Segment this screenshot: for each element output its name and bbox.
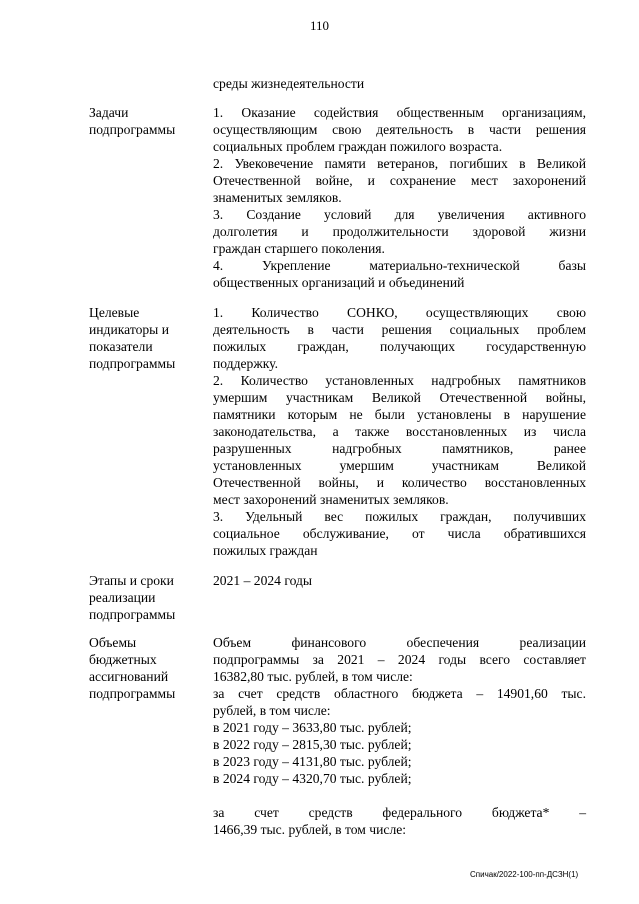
text-line: пожилых граждан, получающих государственную [213,339,586,354]
text-line: пожилых граждан [213,543,318,558]
row-label-stages [89,572,204,623]
text-line: 1. Количество СОНКО, осуществляющих свою [213,305,586,320]
text-line: 1. Оказание содействия общественным организациям, [213,105,586,120]
text-line: 2. Количество установленных надгробных памятников [213,373,586,388]
text-line: установленных умершим участникам Великой [213,458,586,473]
text-line: 1466,39 тыс. рублей, в том числе: [213,822,407,837]
text-line: в 2024 году – 4320,70 тыс. рублей; [213,771,412,786]
text-line: Отечественной войны, и количество восстановленных [213,475,586,490]
text-line: разрушенных надгробных памятников, ранее [213,441,586,456]
text-line: законодательства, а также восстановленных из числа [213,424,586,439]
text-line: долголетия и продолжительности здоровой жизни [213,224,586,239]
label-line: ассигнований [89,669,169,684]
text-line: знаменитых земляков. [213,190,342,205]
row-text-stages [213,572,586,589]
text-line: Отечественной войне, и сохранение мест захоронений [213,173,586,188]
row-label-indicators [89,304,204,372]
text-line: социальных проблем граждан пожилого возраста. [213,139,503,154]
label-line: подпрограммы [89,607,176,622]
text-line: в 2023 году – 4131,80 тыс. рублей; [213,754,412,769]
page-number: 110 [309,18,330,33]
label-line: Объемы [89,635,137,650]
text-line: в 2021 году – 3633,80 тыс. рублей; [213,720,412,735]
label-line: подпрограммы [89,122,176,137]
label-line: Целевые [89,305,140,320]
row-label-tasks [89,104,204,138]
label-line: Этапы и сроки [89,573,174,588]
label-line: индикаторы и [89,322,169,337]
text-line: мест захоронений знаменитых земляков. [213,492,449,507]
text-line: 16382,80 тыс. рублей, в том числе: [213,669,413,684]
text-line: социальное обслуживание, от числа обратившихся [213,526,586,541]
text-line: граждан старшего поколения. [213,241,385,256]
text-line: 2. Увековечение памяти ветеранов, погибших в Великой [213,156,586,171]
row-text-indicators [213,304,586,559]
label-line: подпрограммы [89,356,176,371]
text-line: общественных организаций и объединений [213,275,465,290]
text-line: деятельность в части решения социальных проблем [213,322,586,337]
text-line: 4. Укрепление материально-технической базы [213,258,586,273]
text-line: в 2022 году – 2815,30 тыс. рублей; [213,737,412,752]
intro-line [213,75,586,92]
text-line: 3. Удельный вес пожилых граждан, получивших [213,509,586,524]
text-line: за счет средств федерального бюджета* – [213,805,586,820]
text-line: осуществляющим свою деятельность в части решения [213,122,586,137]
text-line [213,787,586,804]
text-line: за счет средств областного бюджета – 14901,60 тыс. [213,686,586,701]
label-line: реализации [89,590,156,605]
row-text-tasks [213,104,586,291]
label-line: бюджетных [89,652,157,667]
text-line: умершим участникам Великой Отечественной войны, [213,390,586,405]
text-line: среды жизнедеятельности [213,76,365,91]
row-label-budget [89,634,204,702]
label-line: Задачи [89,105,129,120]
label-line: показатели [89,339,153,354]
text-line: памятники которым не были установлены в нарушение [213,407,586,422]
text-line: поддержку. [213,356,278,371]
row-text-budget [213,634,586,838]
text-line: рублей, в том числе: [213,703,331,718]
label-line: подпрограммы [89,686,176,701]
document-footer-code: Спичак/2022-100-пп-ДСЗН(1) [470,870,579,879]
text-line: 3. Создание условий для увеличения активного [213,207,586,222]
text-line: Объем финансового обеспечения реализации [213,635,586,650]
text-line: 2021 – 2024 годы [213,573,313,588]
text-line: подпрограммы за 2021 – 2024 годы всего составляет [213,652,586,667]
